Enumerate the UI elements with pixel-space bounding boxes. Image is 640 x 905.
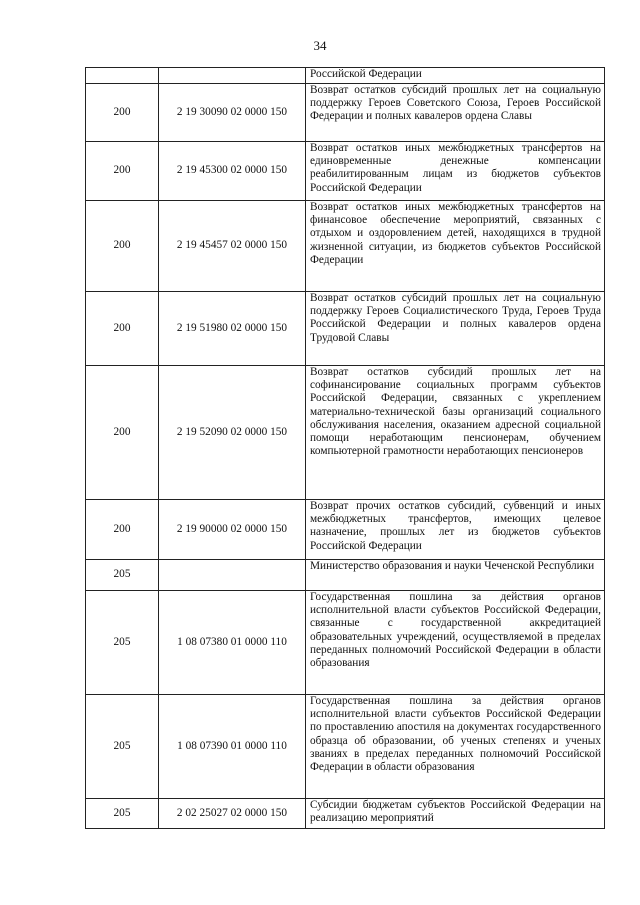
table-row xyxy=(86,695,605,799)
description-cell: Возврат остатков субсидий прошлых лет на социальную поддержку Героев Социалистического Труда, Героев Труда Российской Федерации и полных кавалеров ордена Трудовой Славы xyxy=(306,292,605,366)
revenue-code-cell: 2 19 30090 02 0000 150 xyxy=(159,84,306,142)
admin-code-cell: 205 xyxy=(86,799,159,829)
admin-code-cell: 200 xyxy=(86,366,159,500)
table-row xyxy=(86,292,605,366)
description-cell: Возврат остатков иных межбюджетных трансфертов на финансовое обеспечение мероприятий, связанных с отдыхом и оздоровлением детей, находящихся в трудной жизненной ситуации, из бюджетов субъектов Российской Федерации xyxy=(306,201,605,292)
admin-code-cell: 200 xyxy=(86,142,159,201)
admin-code-cell: 205 xyxy=(86,591,159,695)
admin-code-cell: 200 xyxy=(86,292,159,366)
revenue-code-cell: 2 19 51980 02 0000 150 xyxy=(159,292,306,366)
admin-code-cell: 205 xyxy=(86,695,159,799)
admin-code-cell: 200 xyxy=(86,500,159,560)
admin-code-cell xyxy=(86,68,159,84)
admin-code-cell: 205 xyxy=(86,560,159,591)
table-row xyxy=(86,201,605,292)
page-number: 34 xyxy=(313,38,327,53)
revenue-code-cell: 2 19 45300 02 0000 150 xyxy=(159,142,306,201)
revenue-code-cell: 2 19 45457 02 0000 150 xyxy=(159,201,306,292)
admin-code-cell: 200 xyxy=(86,201,159,292)
description-cell: Возврат остатков субсидий прошлых лет на социальную поддержку Героев Советского Союза, Героев Российской Федерации и полных кавалеров ордена Славы xyxy=(306,84,605,142)
revenue-code-cell xyxy=(159,68,306,84)
description-cell: Возврат прочих остатков субсидий, субвенций и иных межбюджетных трансфертов, имеющих целевое назначение, прошлых лет из бюджетов субъектов Российской Федерации xyxy=(306,500,605,560)
admin-code-cell: 200 xyxy=(86,84,159,142)
table-row xyxy=(86,799,605,829)
table-row xyxy=(86,500,605,560)
description-cell: Возврат остатков субсидий прошлых лет на софинансирование социальных программ субъектов Российской Федерации, связанных с укреплением материально-технической базы организаций социального обслуживания населения, оказанием адресной социальной помощи неработающим пенсионерам, обучением компьютерной грамотности неработающих пенсионеров xyxy=(306,366,605,500)
table-row xyxy=(86,142,605,201)
description-cell: Государственная пошлина за действия органов исполнительной власти субъектов Российской Федерации, связанные с государственной аккредитацией образовательных учреждений, осуществляемой в пределах переданных полномочий Российской Федерации в области образования xyxy=(306,591,605,695)
revenue-code-cell: 2 02 25027 02 0000 150 xyxy=(159,799,306,829)
table-row xyxy=(86,366,605,500)
table-row xyxy=(86,68,605,84)
revenue-codes-table xyxy=(85,67,605,829)
description-cell: Российской Федерации xyxy=(306,68,605,84)
table-row xyxy=(86,591,605,695)
description-cell: Субсидии бюджетам субъектов Российской Федерации на реализацию мероприятий xyxy=(306,799,605,829)
revenue-code-cell: 2 19 90000 02 0000 150 xyxy=(159,500,306,560)
revenue-code-cell: 1 08 07380 01 0000 110 xyxy=(159,591,306,695)
revenue-code-cell: 2 19 52090 02 0000 150 xyxy=(159,366,306,500)
revenue-code-cell xyxy=(159,560,306,591)
description-cell: Министерство образования и науки Чеченской Республики xyxy=(306,560,605,591)
revenue-code-cell: 1 08 07390 01 0000 110 xyxy=(159,695,306,799)
description-cell: Государственная пошлина за действия органов исполнительной власти субъектов Российской Федерации по проставлению апостиля на документах государственного образца об образовании, об ученых степенях и ученых званиях в пределах переданных полномочий Российской Федерации в области образования xyxy=(306,695,605,799)
table-row xyxy=(86,84,605,142)
description-cell: Возврат остатков иных межбюджетных трансфертов на единовременные денежные компенсации реабилитированным лицам из бюджетов субъектов Российской Федерации xyxy=(306,142,605,201)
table-row xyxy=(86,560,605,591)
